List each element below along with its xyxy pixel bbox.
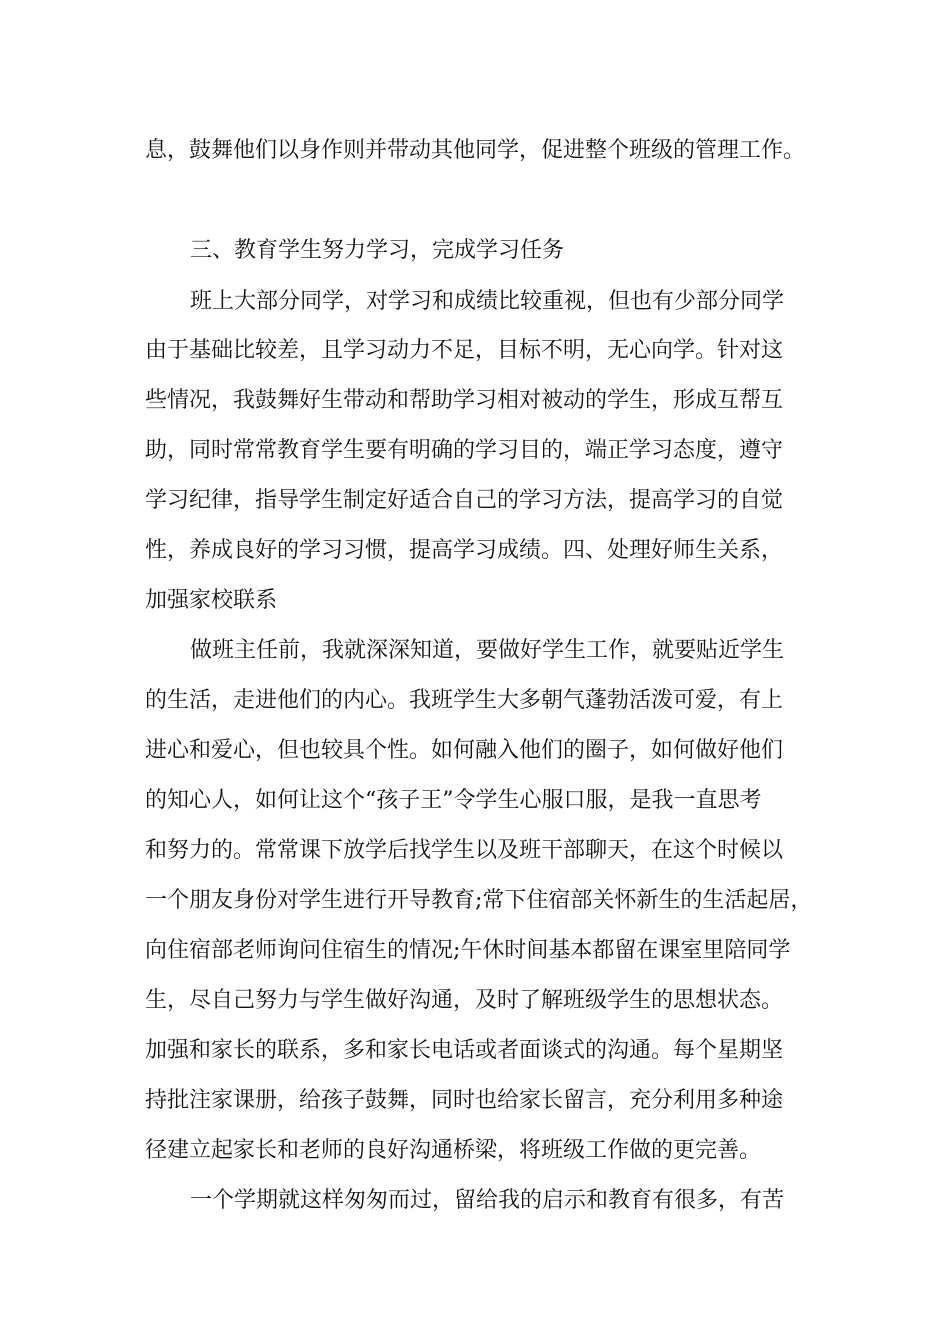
text-line: 些情况，我鼓舞好生带动和帮助学习相对被动的学生，形成互帮互 bbox=[145, 388, 784, 413]
text-line: 学习纪律，指导学生制定好适合自己的学习方法，提高学习的自觉 bbox=[145, 488, 784, 513]
text-line: 一个朋友身份对学生进行开导教育;常下住宿部关怀新生的生活起居， bbox=[145, 888, 813, 913]
text-line: 加强家校联系 bbox=[145, 588, 278, 613]
text-line: 持批注家课册，给孩子鼓舞，同时也给家长留言，充分利用多种途 bbox=[145, 1088, 784, 1113]
text-line: 生，尽自己努力与学生做好沟通，及时了解班级学生的思想状态。 bbox=[145, 988, 784, 1013]
paragraph-first-line: 班上大部分同学，对学习和成绩比较重视，但也有少部分同学 bbox=[190, 289, 785, 314]
text-line: 息，鼓舞他们以身作则并带动其他同学，促进整个班级的管理工作。 bbox=[145, 138, 806, 163]
paragraph-first-line: 做班主任前，我就深深知道，要做好学生工作，就要贴近学生 bbox=[190, 638, 785, 663]
text-line: 和努力的。常常课下放学后找学生以及班干部聊天，在这个时候以 bbox=[145, 838, 784, 863]
text-line: 由于基础比较差，且学习动力不足，目标不明，无心向学。针对这 bbox=[145, 338, 784, 363]
text-line: 进心和爱心，但也较具个性。如何融入他们的圈子，如何做好他们 bbox=[145, 738, 784, 763]
text-line: 的知心人，如何让这个“孩子王”令学生心服口服，是我一直思考 bbox=[145, 788, 762, 813]
text-line: 径建立起家长和老师的良好沟通桥梁，将班级工作做的更完善。 bbox=[145, 1138, 762, 1163]
text-line: 助，同时常常教育学生要有明确的学习目的，端正学习态度，遵守 bbox=[145, 438, 784, 463]
text-line: 向住宿部老师询问住宿生的情况;午休时间基本都留在课室里陪同学 bbox=[145, 938, 791, 963]
text-line: 加强和家长的联系，多和家长电话或者面谈式的沟通。每个星期坚 bbox=[145, 1038, 784, 1063]
paragraph-first-line: 一个学期就这样匆匆而过，留给我的启示和教育有很多，有苦 bbox=[190, 1188, 785, 1213]
text-line: 性，养成良好的学习习惯，提高学习成绩。四、处理好师生关系， bbox=[145, 538, 784, 563]
text-line: 的生活，走进他们的内心。我班学生大多朝气蓬勃活泼可爱，有上 bbox=[145, 688, 784, 713]
section-heading: 三、教育学生努力学习，完成学习任务 bbox=[190, 238, 565, 263]
